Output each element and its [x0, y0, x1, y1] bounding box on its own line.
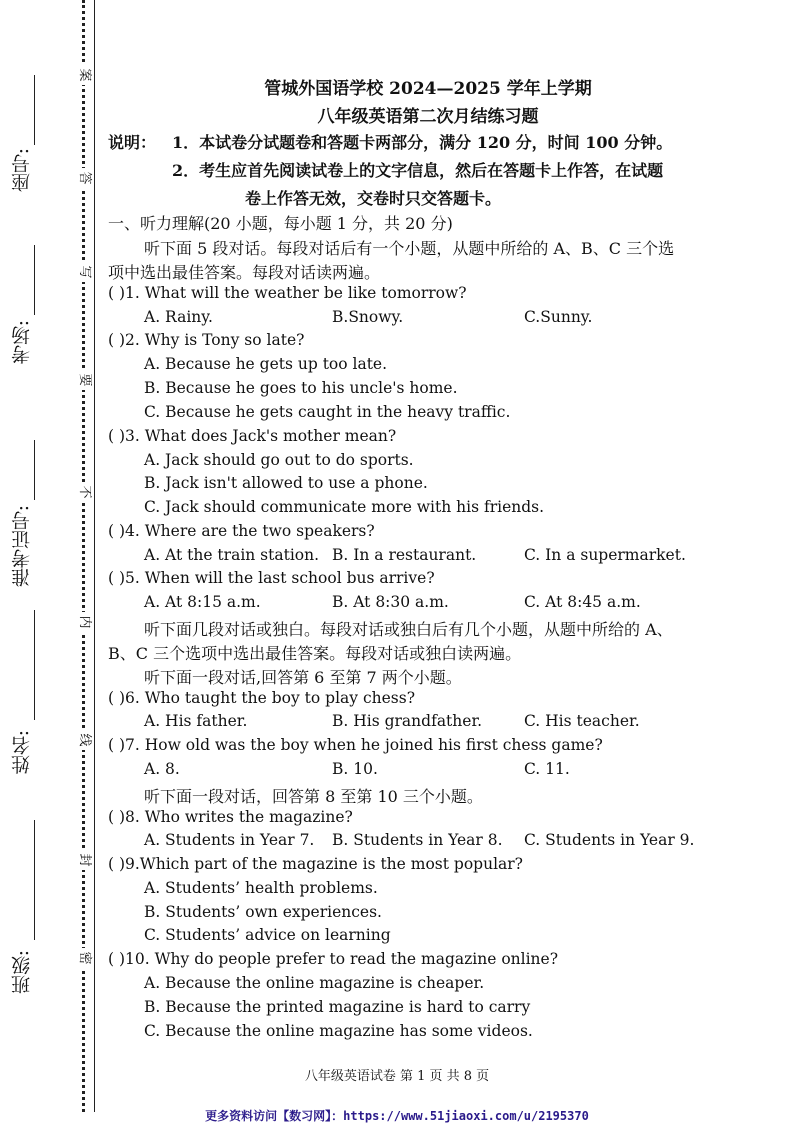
seal-dotted-line — [82, 0, 85, 1112]
note-label: 说明： — [108, 133, 157, 152]
question-5: ( )5. When will the last school bus arrive? — [108, 569, 435, 587]
option-a: A. Because the online magazine is cheaper. — [144, 974, 485, 992]
option-c: C. At 8:45 a.m. — [524, 593, 641, 611]
side-line-room — [34, 245, 35, 315]
side-label-room: 考场: — [11, 320, 33, 365]
question-3: ( )3. What does Jack's mother mean? — [108, 427, 397, 445]
seal-char: 要 — [74, 370, 94, 390]
option-c: C. In a supermarket. — [524, 546, 686, 564]
instruction: B、C 三个选项中选出最佳答案。每段对话或独白读两遍。 — [108, 644, 522, 663]
page-footer: 八年级英语试卷 第 1 页 共 8 页 — [304, 1069, 490, 1084]
seal-char: 答 — [74, 168, 94, 188]
note-2b: 卷上作答无效，交卷时只交答题卡。 — [245, 189, 502, 208]
question-1: ( )1. What will the weather be like tomorrow? — [108, 284, 467, 302]
option-a: A. At 8:15 a.m. — [144, 593, 261, 611]
option-a: A. 8. — [144, 760, 180, 778]
option-c: C. Students in Year 9. — [524, 831, 695, 849]
question-2: ( )2. Why is Tony so late? — [108, 331, 305, 349]
source-link[interactable]: 更多资料访问【数习网】：https://www.51jiaoxi.com/u/2195370 — [205, 1109, 589, 1123]
note-1: 1．本试卷分试题卷和答题卡两部分，满分 120 分，时间 100 分钟。 — [172, 133, 673, 152]
option-b: B. At 8:30 a.m. — [332, 593, 449, 611]
seal-char: 封 — [74, 850, 94, 870]
exam-title-school: 管城外国语学校 2024—2025 学年上学期 — [264, 79, 592, 99]
instruction: 听下面 5 段对话。每段对话后有一个小题，从题中所给的 A、B、C 三个选 — [144, 239, 675, 258]
page-border-line — [94, 0, 95, 1112]
question-4: ( )4. Where are the two speakers? — [108, 522, 375, 540]
option-a: A. Students’ health problems. — [144, 879, 378, 897]
option-c: C. Because the online magazine has some videos. — [144, 1022, 533, 1040]
seal-char: 内 — [74, 612, 94, 632]
option-c: C. Because he gets caught in the heavy traffic. — [144, 403, 511, 421]
option-b: B. Students’ own experiences. — [144, 903, 382, 921]
option-a: A. Jack should go out to do sports. — [144, 451, 414, 469]
option-b: B. His grandfather. — [332, 712, 483, 730]
option-b: B. Because he goes to his uncle's home. — [144, 379, 458, 397]
question-9: ( )9.Which part of the magazine is the most popular? — [108, 855, 523, 873]
option-c: C. Jack should communicate more with his friends. — [144, 498, 545, 516]
question-6: ( )6. Who taught the boy to play chess? — [108, 689, 416, 707]
seal-char: 写 — [74, 262, 94, 282]
side-label-name: 姓名: — [11, 730, 33, 775]
option-c: C. 11. — [524, 760, 570, 778]
option-c: C. Students’ advice on learning — [144, 926, 391, 944]
option-b: B.Snowy. — [332, 308, 404, 326]
note-2a: 2．考生应首先阅读试卷上的文字信息，然后在答题卡上作答，在试题 — [172, 161, 664, 180]
option-a: A. At the train station. — [144, 546, 320, 564]
option-b: B. Because the printed magazine is hard to carry — [144, 998, 531, 1016]
seal-char: 密 — [74, 948, 94, 968]
side-label-seat: 座号: — [11, 148, 33, 193]
option-b: B. Jack isn't allowed to use a phone. — [144, 474, 428, 492]
side-line-name — [34, 610, 35, 720]
question-8: ( )8. Who writes the magazine? — [108, 808, 353, 826]
option-a: A. Students in Year 7. — [144, 831, 315, 849]
option-b: B. Students in Year 8. — [332, 831, 503, 849]
instruction: 听下面一段对话，回答第 8 至第 10 三个小题。 — [144, 787, 483, 806]
side-line-id — [34, 440, 35, 500]
instruction: 听下面几段对话或独白。每段对话或独白后有几个小题，从题中所给的 A、 — [144, 620, 673, 639]
option-a: A. Rainy. — [144, 308, 213, 326]
seal-char: 不 — [74, 482, 94, 502]
option-b: B. In a restaurant. — [332, 546, 477, 564]
side-line-seat — [34, 75, 35, 145]
side-line-class — [34, 820, 35, 940]
option-c: C. His teacher. — [524, 712, 640, 730]
question-7: ( )7. How old was the boy when he joined his first chess game? — [108, 736, 603, 754]
section-heading: 一、听力理解(20 小题，每小题 1 分，共 20 分) — [108, 214, 453, 233]
seal-char: 案 — [74, 65, 94, 85]
option-b: B. 10. — [332, 760, 378, 778]
option-c: C.Sunny. — [524, 308, 593, 326]
side-label-class: 班级: — [11, 950, 33, 995]
exam-title-subject: 八年级英语第二次月结练习题 — [317, 107, 539, 127]
instruction: 听下面一段对话,回答第 6 至第 7 两个小题。 — [144, 668, 462, 687]
option-a: A. Because he gets up too late. — [144, 355, 388, 373]
side-label-id: 准考证号: — [11, 505, 33, 588]
instruction: 项中选出最佳答案。每段对话读两遍。 — [108, 263, 381, 282]
question-10: ( )10. Why do people prefer to read the magazine online? — [108, 950, 559, 968]
seal-char: 线 — [74, 730, 94, 750]
option-a: A. His father. — [144, 712, 248, 730]
